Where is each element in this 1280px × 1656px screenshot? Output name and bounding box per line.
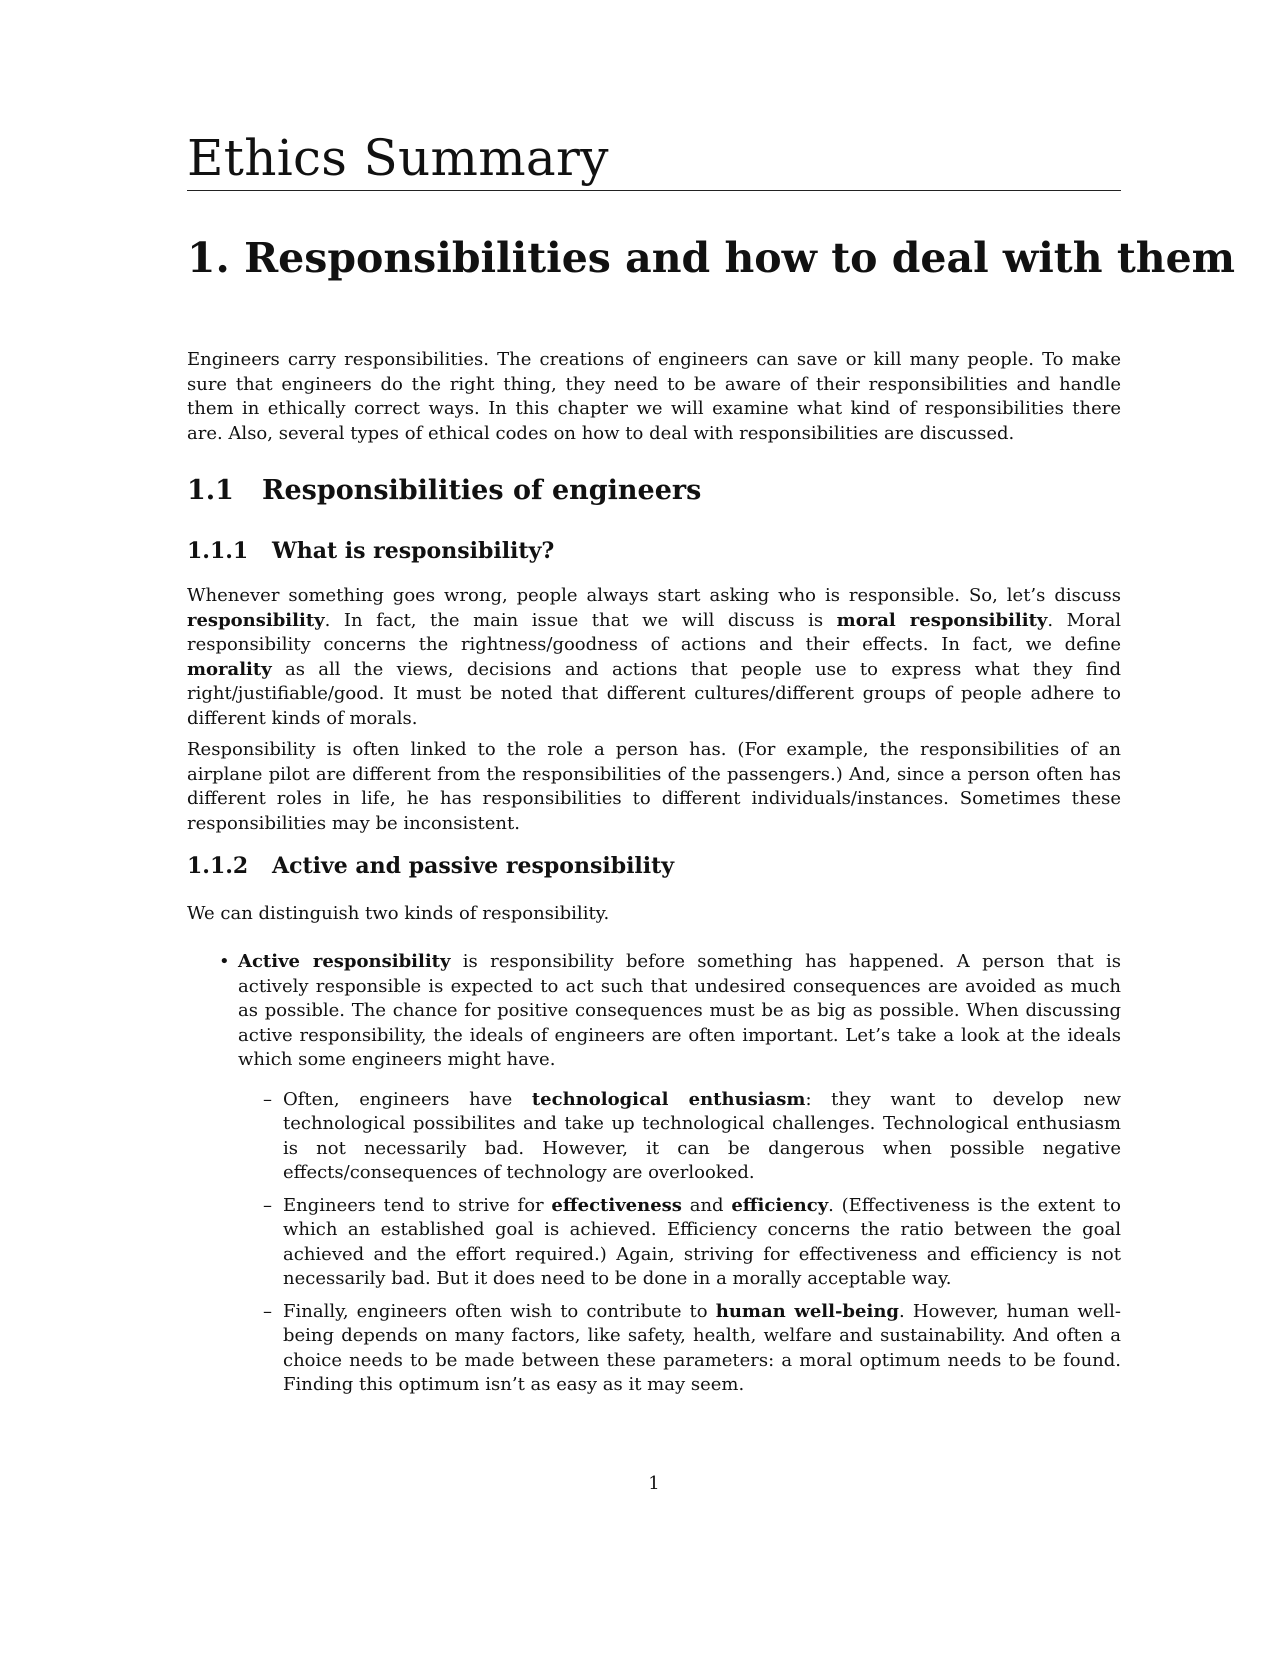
text-run: : they want to develop new technological possibilites and take up technological challenges. Technological enthusiasm is not necessarily bad. However, it can be dangerous when possible negative effects/consequences of technology are overlooked. xyxy=(283,1088,1121,1183)
text-run: . (Effectiveness is the extent to which an established goal is achieved. Efficiency concerns the ratio between the goal achieved and the effort required.) Again, striving for effectiveness and efficiency is not necessarily bad. But it does need to be done in a morally acceptable way. xyxy=(283,1194,1121,1289)
text-run: . However, human well-being depends on many factors, like safety, health, welfare and sustainability. And often a choice needs to be made between these parameters: a moral optimum needs to be found. Finding this optimum isn’t as easy as it may seem. xyxy=(283,1300,1122,1395)
list-item-text xyxy=(283,1194,1121,1292)
document-title: Ethics Summary xyxy=(187,128,1121,191)
dash-icon: – xyxy=(263,1300,272,1322)
term-effectiveness: effectiveness xyxy=(551,1194,682,1216)
text-run: Often, engineers have xyxy=(283,1088,532,1110)
chapter-heading xyxy=(187,232,1236,284)
subsection-number: 1.1.1 xyxy=(187,538,249,564)
text-run: Engineers tend to strive for xyxy=(283,1194,552,1216)
paragraph xyxy=(187,584,1121,731)
chapter-intro-paragraph: Engineers carry responsibilities. The creations of engineers can save or kill many people. To make sure that engineers do the right thing, they need to be aware of their responsibilities and handle them in ethically correct ways. In this chapter we will examine what kind of responsibilities there are. Also, several types of ethical codes on how to deal with responsibilities are discussed. xyxy=(187,349,1121,444)
page-number: 1 xyxy=(648,1473,660,1494)
term-technological-enthusiasm: technological enthusiasm xyxy=(531,1088,806,1110)
subsection-title: Active and passive responsibility xyxy=(272,853,675,879)
text-run: as all the views, decisions and actions that people use to express what they find right/justifiable/good. It must be noted that different cultures/different groups of people adhere to different kinds of morals. xyxy=(187,658,1121,729)
chapter-title: Responsibilities and how to deal with them xyxy=(244,234,1236,282)
list-item xyxy=(263,1194,1121,1292)
term-moral-responsibility: moral responsibility xyxy=(836,609,1048,631)
dash-icon: – xyxy=(263,1088,272,1110)
document-page xyxy=(187,0,1236,1656)
subsection-heading xyxy=(187,852,674,880)
text-run: . In fact, the main issue that we will discuss is xyxy=(324,609,837,631)
term-responsibility: responsibility xyxy=(187,609,325,631)
section-title: Responsibilities of engineers xyxy=(262,475,702,506)
subsection-heading xyxy=(187,537,554,565)
term-active-responsibility: Active responsibility xyxy=(238,951,451,972)
list-item-text xyxy=(238,950,1121,1073)
text-run: Finally, engineers often wish to contribute to xyxy=(283,1300,716,1322)
paragraph: Responsibility is often linked to the role a person has. (For example, the responsibilities of an airplane pilot are different from the responsibilities of the passengers.) And, since a person often has different roles in life, he has responsibilities to different individuals/instances. Sometimes these responsibilities may be inconsistent. xyxy=(187,739,1121,834)
term-morality: morality xyxy=(187,658,272,680)
text-run: Whenever something goes wrong, people always start asking who is responsible. So, let’s discuss xyxy=(187,585,1121,606)
paragraph: We can distinguish two kinds of responsibility. xyxy=(187,903,610,924)
dash-icon: – xyxy=(263,1194,272,1216)
section-number: 1.1 xyxy=(187,475,234,506)
text-run: . Moral responsibility concerns the rightness/goodness of actions and their effects. In fact, we define xyxy=(187,609,1121,655)
list-item xyxy=(263,1300,1122,1398)
term-efficiency: efficiency xyxy=(731,1194,829,1216)
list-item-text xyxy=(283,1300,1121,1398)
dash-list xyxy=(263,1088,1122,1398)
list-item xyxy=(219,950,1122,1398)
bullet-list xyxy=(219,950,1122,1406)
term-human-well-being: human well-being xyxy=(715,1300,899,1322)
subsection-number: 1.1.2 xyxy=(187,853,249,879)
text-run: is responsibility before something has happened. A person that is actively responsible is expected to act such that undesired consequences are avoided as much as possible. The chance for positive consequences must be as big as possible. When discussing active responsibility, the ideals of engineers are often important. Let’s take a look at the ideals which some engineers might have. xyxy=(238,951,1121,1070)
text-run: and xyxy=(681,1194,732,1216)
bullet-icon: • xyxy=(219,951,230,972)
chapter-number: 1. xyxy=(187,234,230,282)
subsection-title: What is responsibility? xyxy=(272,538,555,564)
section-heading xyxy=(187,474,701,508)
list-item xyxy=(263,1088,1121,1186)
responsibility-text-block xyxy=(187,584,1121,836)
list-item-text xyxy=(283,1088,1121,1186)
